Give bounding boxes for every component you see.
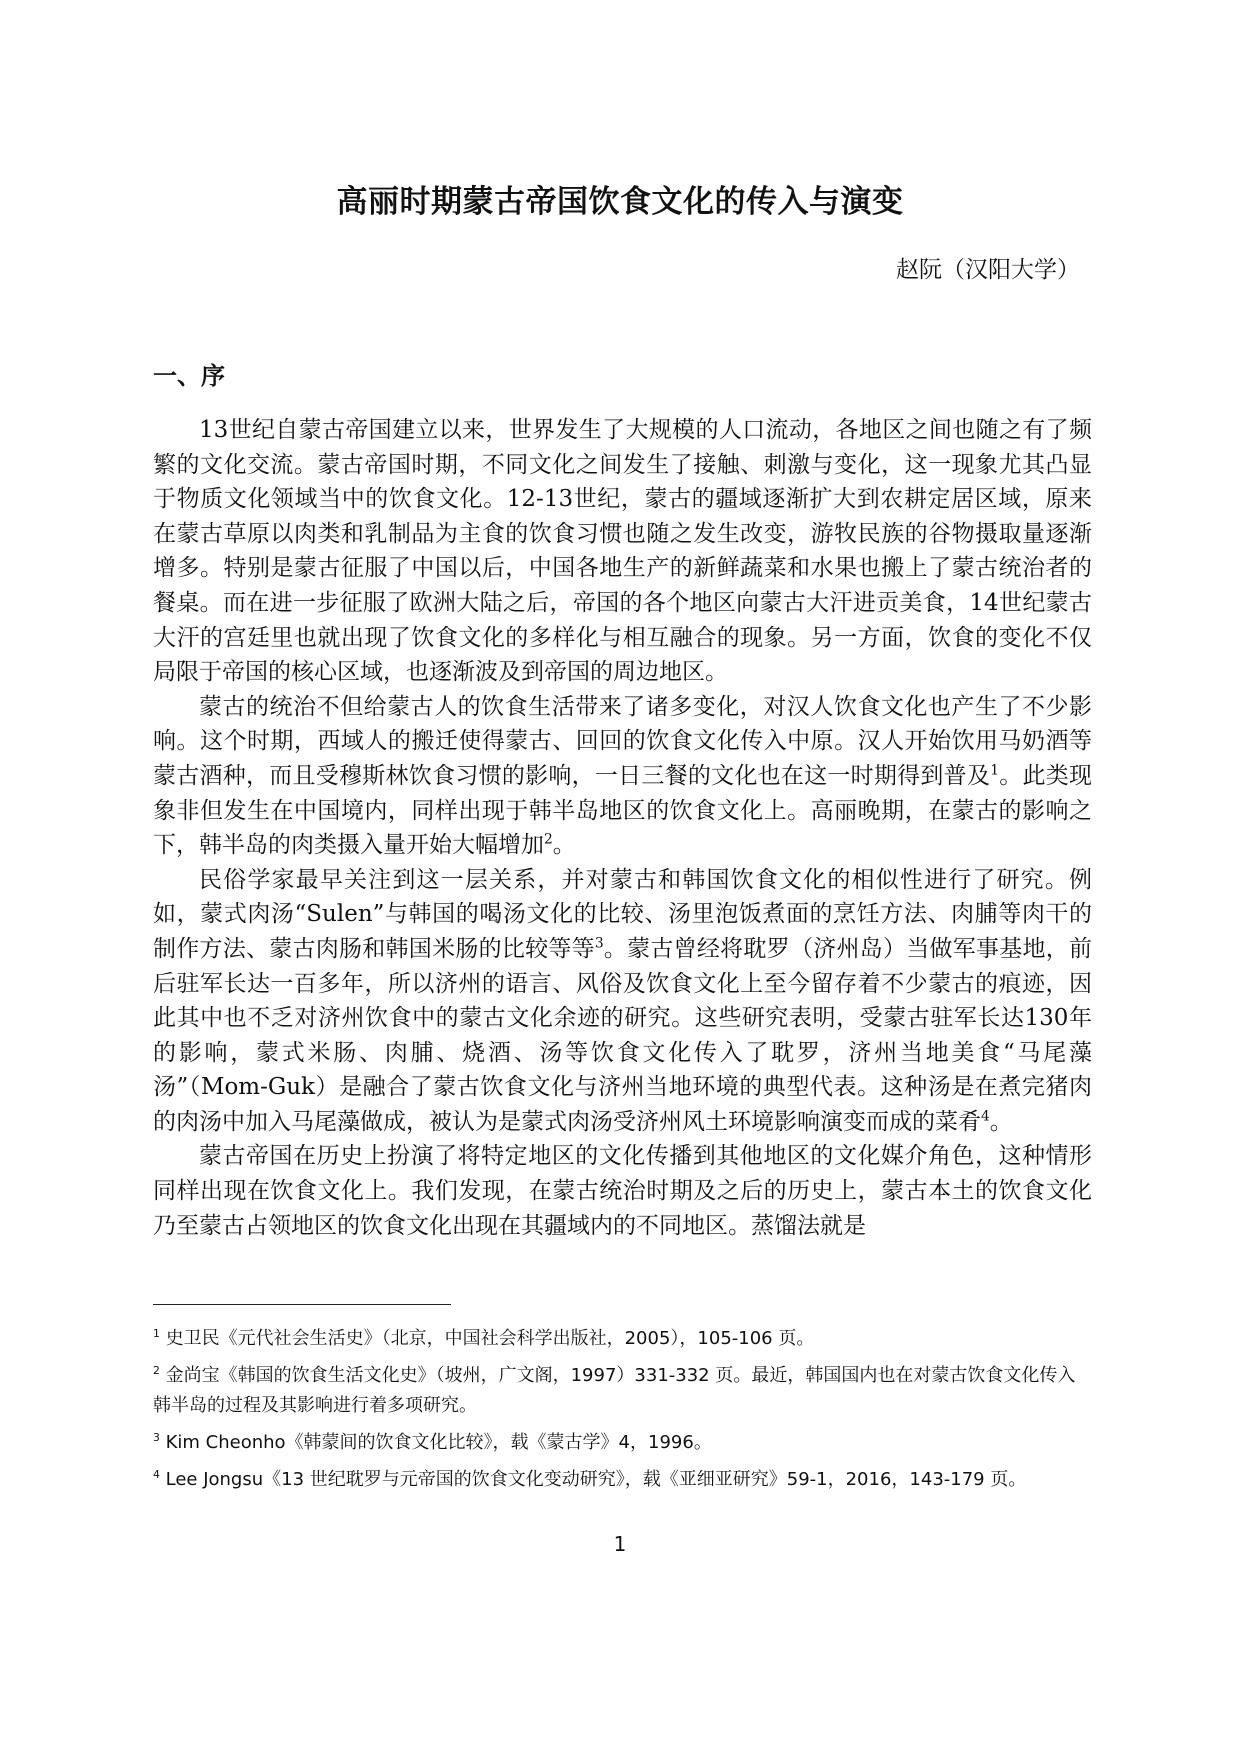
- author-affiliation: 赵阮（汉阳大学）: [896, 257, 1080, 283]
- footnote-ref-4[interactable]: 4: [981, 1108, 990, 1125]
- footnote-number: 2: [153, 1364, 160, 1377]
- footnote-number: 1: [153, 1327, 160, 1340]
- paragraph-2-text-b: 。此类现象非但发生在中国境内，同样出现于韩半岛地区的饮食文化上。高丽晚期，在蒙古的影响之下，韩半岛的肉类摄入量开始大幅增加: [153, 762, 1093, 859]
- paragraph-3-text-b: 。蒙古曾经将耽罗（济州岛）当做军事基地，前后驻军长达一百多年，所以济州的语言、风俗及饮食文化上至今留存着不少蒙古的痕迹，因此其中也不乏对济州饮食中的蒙古文化余迹的研究。这些研究表明，受蒙古驻军长达130年的影响，蒙式米肠、肉脯、烧酒、汤等饮食文化传入了耽罗，济州当地美食“马尾藻汤”（Mom-Guk）是融合了蒙古饮食文化与济州当地环境的典型代表。这种汤是在煮完猪肉的肉汤中加入马尾藻做成，被认为是蒙式肉汤受济州风土环境影响演变而成的菜肴: [153, 935, 1093, 1135]
- footnote-text: 金尚宝《韩国的饮食生活文化史》（坡州，广文阁，1997）331-332 页。最近，韩国国内也在对蒙古饮食文化传入韩半岛的过程及其影响进行着多项研究。: [153, 1365, 1076, 1416]
- page-number: 1: [613, 1532, 627, 1556]
- footnote-1: [153, 1324, 1083, 1354]
- footnote-text: Lee Jongsu《13 世纪耽罗与元帝国的饮食文化变动研究》，载《亚细亚研究》59-1，2016，143-179 页。: [165, 1469, 1027, 1490]
- paragraph-2-text-c: 。: [552, 832, 576, 859]
- footnote-number: 4: [153, 1468, 160, 1481]
- paragraph-3-text-a: 民俗学家最早关注到这一层关系，并对蒙古和韩国饮食文化的相似性进行了研究。例如，蒙式肉汤“Sulen”与韩国的喝汤文化的比较、汤里泡饭煮面的烹饪方法、肉脯等肉干的制作方法、蒙古肉肠和韩国米肠的比较等等: [153, 866, 1092, 962]
- paper-title: 高丽时期蒙古帝国饮食文化的传入与演变: [336, 184, 904, 220]
- paragraph-2: [153, 690, 1092, 863]
- paragraph-2-text-a: 蒙古的统治不但给蒙古人的饮食生活带来了诸多变化，对汉人饮食文化也产生了不少影响。这个时期，西域人的搬迁使得蒙古、回回的饮食文化传入中原。汉人开始饮用马奶酒等蒙古酒种，而且受穆斯林饮食习惯的影响，一日三餐的文化也在这一时期得到普及: [153, 693, 1092, 789]
- footnote-text: Kim Cheonho《韩蒙间的饮食文化比较》，载《蒙古学》4，1996。: [165, 1432, 712, 1453]
- body-text: [153, 413, 1092, 1243]
- paragraph-4: [153, 1139, 1092, 1243]
- footnote-4: [153, 1465, 1083, 1495]
- paragraph-3: [153, 863, 1092, 1140]
- paragraph-1: [153, 413, 1092, 690]
- footnote-ref-2[interactable]: 2: [544, 831, 553, 848]
- section-heading: 一、序: [153, 362, 225, 390]
- paragraph-1-text: 13世纪自蒙古帝国建立以来，世界发生了大规模的人口流动，各地区之间也随之有了频繁的文化交流。蒙古帝国时期，不同文化之间发生了接触、刺激与变化，这一现象尤其凸显于物质文化领域当中的饮食文化。12-13世纪，蒙古的疆域逐渐扩大到农耕定居区域，原来在蒙古草原以肉类和乳制品为主食的饮食习惯也随之发生改变，游牧民族的谷物摄取量逐渐增多。特别是蒙古征服了中国以后，中国各地生产的新鲜蔬菜和水果也搬上了蒙古统治者的餐桌。而在进一步征服了欧洲大陆之后，帝国的各个地区向蒙古大汗进贡美食，14世纪蒙古大汗的宫廷里也就出现了饮食文化的多样化与相互融合的现象。另一方面，饮食的变化不仅局限于帝国的核心区域，也逐渐波及到帝国的周边地区。: [153, 417, 1092, 686]
- paragraph-3-text-c: 。: [989, 1108, 1013, 1135]
- paragraph-4-text: 蒙古帝国在历史上扮演了将特定地区的文化传播到其他地区的文化媒介角色，这种情形同样出现在饮食文化上。我们发现，在蒙古统治时期及之后的历史上，蒙古本土的饮食文化乃至蒙古占领地区的饮食文化出现在其疆域内的不同地区。蒸馏法就是: [153, 1143, 1092, 1239]
- footnotes: [153, 1324, 1083, 1502]
- footnote-ref-3[interactable]: 3: [594, 935, 604, 952]
- footnote-text: 史卫民《元代社会生活史》（北京，中国社会科学出版社，2005），105-106 页。: [165, 1328, 815, 1349]
- footnote-number: 3: [153, 1431, 160, 1444]
- footnote-separator: [153, 1304, 451, 1305]
- footnote-2: [153, 1361, 1083, 1421]
- footnote-ref-1[interactable]: 1: [990, 762, 999, 779]
- footnote-3: [153, 1428, 1083, 1458]
